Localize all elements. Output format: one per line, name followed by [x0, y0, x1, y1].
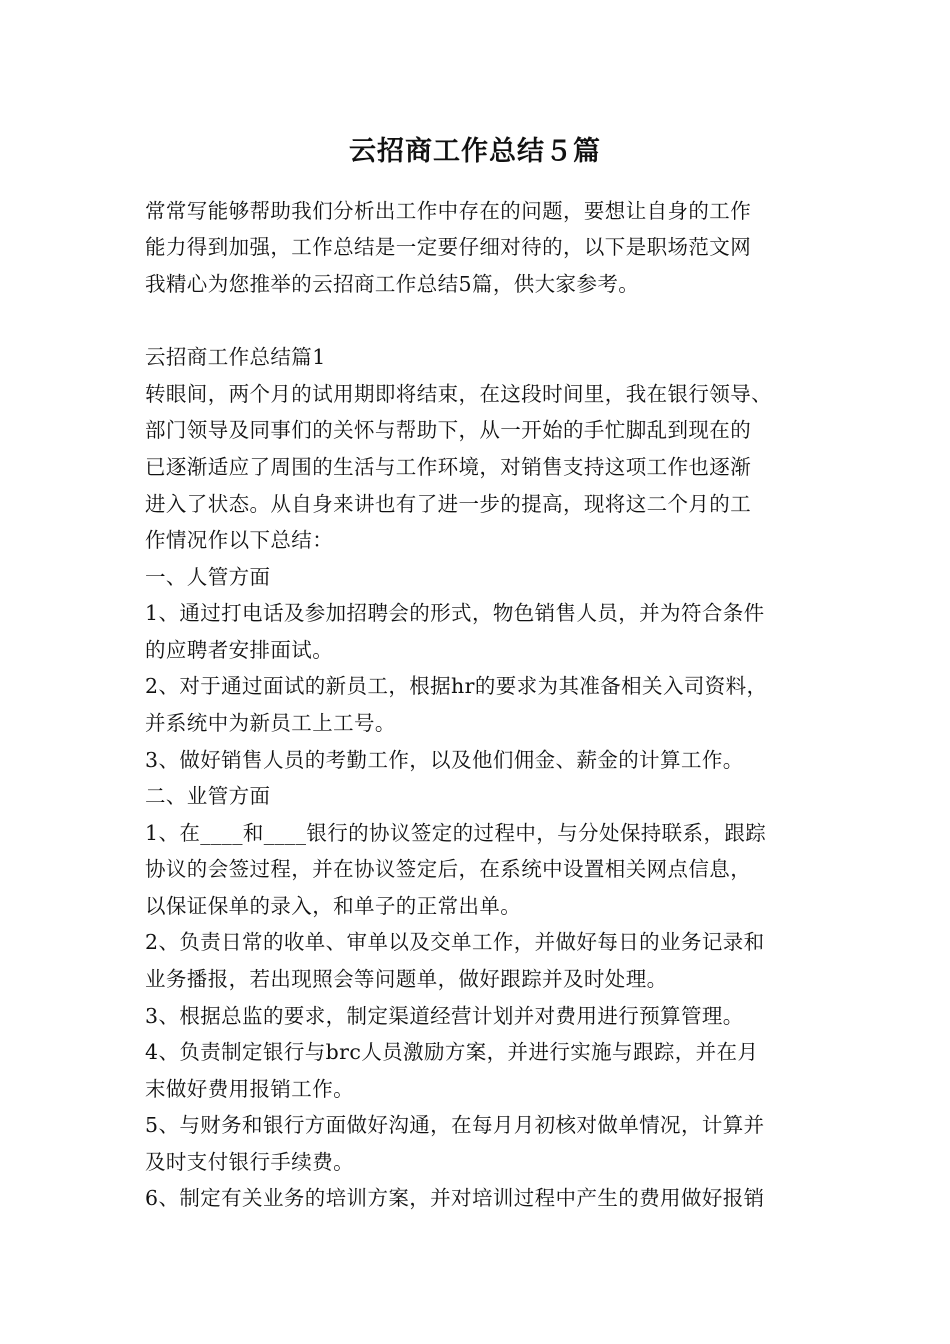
- body-line: 末做好费用报销工作。: [145, 1077, 354, 1101]
- body-line: 作情况作以下总结：: [145, 528, 334, 552]
- body-line: 2、对于通过面试的新员工，根据hr的要求为其准备相关入司资料，: [145, 674, 768, 698]
- body-line: 4、负责制定银行与brc人员激励方案，并进行实施与跟踪，并在月: [145, 1040, 759, 1064]
- body-line: 并系统中为新员工上工号。: [145, 711, 396, 735]
- body-line: 及时支付银行手续费。: [145, 1150, 354, 1174]
- body-line: 部门领导及同事们的关怀与帮助下，从一开始的手忙脚乱到现在的: [145, 418, 752, 442]
- body-line: 转眼间，两个月的试用期即将结束，在这段时间里，我在银行领导、: [145, 382, 772, 406]
- body-line: 1、通过打电话及参加招聘会的形式，物色销售人员，并为符合条件: [145, 601, 765, 625]
- body-line: 3、做好销售人员的考勤工作，以及他们佣金、薪金的计算工作。: [145, 748, 744, 772]
- intro-line: 我精心为您推举的云招商工作总结5篇，供大家参考。: [145, 272, 640, 296]
- body-line: 2、负责日常的收单、审单以及交单工作，并做好每日的业务记录和: [145, 930, 765, 954]
- subsection-heading: 二、业管方面: [145, 784, 271, 808]
- body-line: 以保证保单的录入，和单子的正常出单。: [145, 894, 522, 918]
- body-line: 业务播报，若出现照会等问题单，做好跟踪并及时处理。: [145, 967, 668, 991]
- body-line: 5、与财务和银行方面做好沟通，在每月月初核对做单情况，计算并: [145, 1113, 765, 1137]
- body-line: 进入了状态。从自身来讲也有了进一步的提高，现将这二个月的工: [145, 492, 752, 516]
- intro-line: 能力得到加强，工作总结是一定要仔细对待的，以下是职场范文网: [145, 235, 752, 259]
- document-title: 云招商工作总结５篇: [349, 136, 601, 167]
- body-line: 已逐渐适应了周围的生活与工作环境，对销售支持这项工作也逐渐: [145, 455, 752, 479]
- section-heading: 云招商工作总结篇1: [145, 345, 326, 369]
- intro-line: 常常写能够帮助我们分析出工作中存在的问题，要想让自身的工作: [145, 199, 752, 223]
- body-line: 的应聘者安排面试。: [145, 638, 334, 662]
- body-line: 3、根据总监的要求，制定渠道经营计划并对费用进行预算管理。: [145, 1004, 744, 1028]
- body-line: 1、在____和____银行的协议签定的过程中，与分处保持联系，跟踪: [145, 821, 767, 845]
- subsection-heading: 一、人管方面: [145, 565, 271, 589]
- body-line: 6、制定有关业务的培训方案，并对培训过程中产生的费用做好报销: [145, 1186, 765, 1210]
- body-line: 协议的会签过程，并在协议签定后，在系统中设置相关网点信息，: [145, 857, 752, 881]
